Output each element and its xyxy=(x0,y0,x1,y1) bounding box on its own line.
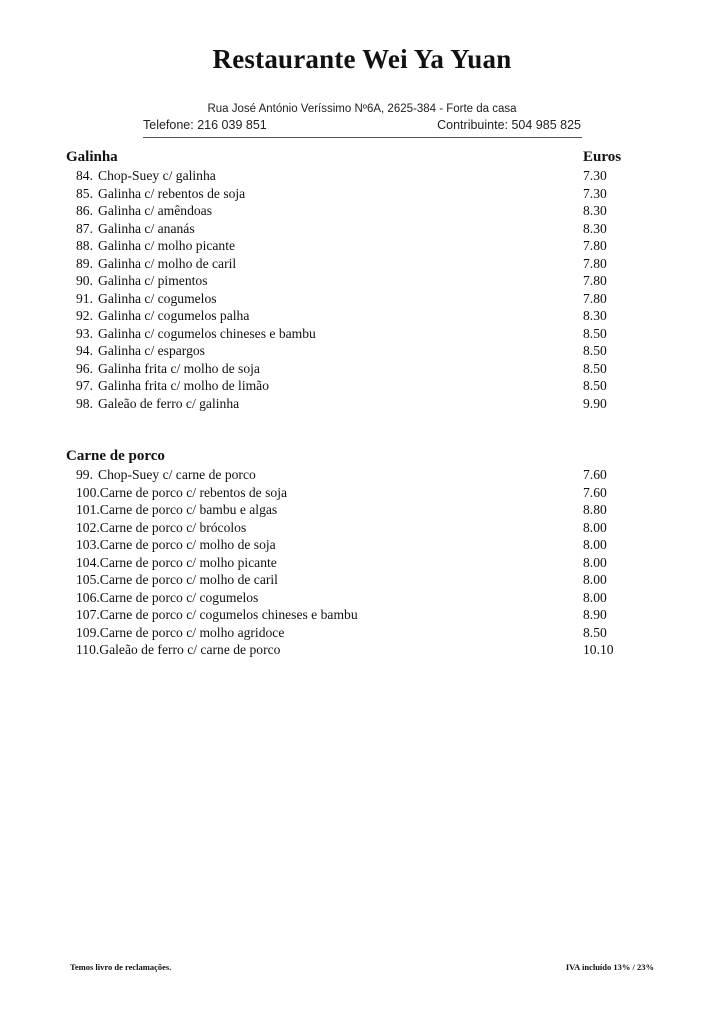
menu-item xyxy=(66,272,636,290)
item-number: 104. xyxy=(76,554,100,570)
item-number: 90. xyxy=(76,273,93,288)
item-price: 7.60 xyxy=(583,484,607,500)
item-name: Carne de porco c/ molho de soja xyxy=(99,537,276,552)
header-divider xyxy=(143,137,582,138)
item-name: Galeão de ferro c/ carne de porco xyxy=(99,642,281,657)
item-price: 7.60 xyxy=(583,467,607,482)
item-label xyxy=(76,202,212,220)
item-number: 105. xyxy=(76,572,100,587)
item-name: Galinha c/ rebentos de soja xyxy=(98,185,246,201)
item-label xyxy=(76,342,205,360)
item-label xyxy=(76,395,239,413)
item-name: Galinha c/ molho picante xyxy=(98,238,236,253)
section-title: Carne de porco xyxy=(66,448,165,464)
menu-item xyxy=(66,554,636,572)
item-name: Carne de porco c/ brócolos xyxy=(99,519,247,535)
item-price: 8.90 xyxy=(583,607,607,622)
item-number: 106. xyxy=(76,589,100,605)
section-header xyxy=(66,448,636,466)
menu-item xyxy=(66,360,636,378)
menu-item xyxy=(66,290,636,308)
item-number: 101. xyxy=(76,502,100,517)
item-label xyxy=(76,255,236,273)
item-name: Galinha c/ cogumelos chineses e bambu xyxy=(98,325,316,341)
item-label xyxy=(76,589,258,607)
item-price: 8.50 xyxy=(583,624,607,640)
item-price: 7.30 xyxy=(583,185,607,201)
item-label xyxy=(76,624,284,642)
item-name: Galinha c/ cogumelos palha xyxy=(98,308,250,323)
item-price: 8.00 xyxy=(583,572,607,587)
menu-item xyxy=(66,466,636,484)
section-title: Galinha xyxy=(66,149,118,165)
item-name: Carne de porco c/ molho agridoce xyxy=(99,624,285,640)
item-number: 102. xyxy=(76,519,100,535)
item-price: 8.30 xyxy=(583,220,607,236)
item-number: 109. xyxy=(76,624,100,640)
item-label xyxy=(76,466,256,484)
menu-item xyxy=(66,342,636,360)
item-label xyxy=(76,220,195,238)
phone: Telefone: 216 039 851 xyxy=(143,118,267,132)
item-number: 87. xyxy=(76,220,93,236)
menu-item xyxy=(66,307,636,325)
item-label xyxy=(76,272,207,290)
item-price: 8.50 xyxy=(583,360,607,376)
section-galinha xyxy=(66,149,636,412)
item-number: 88. xyxy=(76,238,93,253)
menu-item xyxy=(66,202,636,220)
item-name: Galinha frita c/ molho de soja xyxy=(98,360,260,376)
item-price: 8.80 xyxy=(583,502,607,517)
tax-id: Contribuinte: 504 985 825 xyxy=(437,118,581,132)
item-label xyxy=(76,185,245,203)
item-label xyxy=(76,571,278,589)
item-name: Carne de porco c/ molho de caril xyxy=(99,572,278,587)
item-number: 85. xyxy=(76,185,93,201)
menu-item xyxy=(66,501,636,519)
vat-note: IVA incluído 13% / 23% xyxy=(565,962,654,972)
item-name: Galeão de ferro c/ galinha xyxy=(98,395,240,411)
item-name: Galinha frita c/ molho de limão xyxy=(98,378,270,393)
item-number: 96. xyxy=(76,360,93,376)
complaints-book-note: Temos livro de reclamações. xyxy=(70,962,172,972)
item-label xyxy=(76,536,276,554)
item-label xyxy=(76,484,287,502)
item-name: Chop-Suey c/ galinha xyxy=(98,168,216,183)
item-number: 89. xyxy=(76,255,93,271)
item-price: 7.80 xyxy=(583,238,607,253)
item-name: Carne de porco c/ cogumelos xyxy=(99,589,259,605)
item-number: 94. xyxy=(76,343,93,358)
item-label xyxy=(76,519,246,537)
item-number: 110. xyxy=(76,642,100,657)
item-name: Galinha c/ amêndoas xyxy=(98,203,212,218)
item-price: 7.80 xyxy=(583,273,607,288)
item-name: Carne de porco c/ rebentos de soja xyxy=(99,484,288,500)
item-price: 8.30 xyxy=(583,203,607,218)
item-name: Carne de porco c/ molho picante xyxy=(99,554,277,570)
item-label xyxy=(76,307,249,325)
item-name: Chop-Suey c/ carne de porco xyxy=(98,467,256,482)
menu-item xyxy=(66,641,636,659)
item-price: 9.90 xyxy=(583,395,607,411)
item-number: 93. xyxy=(76,325,93,341)
item-label xyxy=(76,325,316,343)
menu-item xyxy=(66,395,636,413)
menu-item xyxy=(66,606,636,624)
item-price: 8.00 xyxy=(583,537,607,552)
item-name: Carne de porco c/ bambu e algas xyxy=(99,502,278,517)
item-price: 8.50 xyxy=(583,343,607,358)
item-number: 91. xyxy=(76,290,93,306)
item-label xyxy=(76,290,217,308)
item-number: 98. xyxy=(76,395,93,411)
item-name: Galinha c/ ananás xyxy=(98,220,195,236)
item-label xyxy=(76,501,277,519)
section-carne-de-porco xyxy=(66,448,636,659)
item-price: 8.30 xyxy=(583,308,607,323)
item-label xyxy=(76,377,269,395)
restaurant-title: Restaurante Wei Ya Yuan xyxy=(212,44,512,74)
item-label xyxy=(76,360,260,378)
item-price: 8.00 xyxy=(583,554,607,570)
item-name: Galinha c/ cogumelos xyxy=(98,290,217,306)
address: Rua José António Veríssimo Nº6A, 2625-384 - Forte da casa xyxy=(207,103,517,115)
item-label xyxy=(76,606,358,624)
menu-item xyxy=(66,185,636,203)
item-number: 92. xyxy=(76,308,93,323)
menu-item xyxy=(66,325,636,343)
item-name: Galinha c/ molho de caril xyxy=(98,255,237,271)
item-price: 8.50 xyxy=(583,378,607,393)
item-label xyxy=(76,641,280,659)
currency-label: Euros xyxy=(583,149,622,165)
item-number: 84. xyxy=(76,168,93,183)
item-number: 103. xyxy=(76,537,100,552)
item-label xyxy=(76,554,277,572)
item-price: 7.80 xyxy=(583,255,607,271)
item-name: Carne de porco c/ cogumelos chineses e bambu xyxy=(99,607,358,622)
item-price: 10.10 xyxy=(583,642,614,657)
item-price: 7.30 xyxy=(583,168,607,183)
menu-item xyxy=(66,589,636,607)
item-price: 8.50 xyxy=(583,325,607,341)
menu-item xyxy=(66,624,636,642)
item-number: 107. xyxy=(76,607,100,622)
item-name: Galinha c/ pimentos xyxy=(98,273,208,288)
item-label xyxy=(76,237,235,255)
item-price: 7.80 xyxy=(583,290,607,306)
menu-item xyxy=(66,167,636,185)
section-header xyxy=(66,149,636,167)
item-number: 97. xyxy=(76,378,93,393)
menu-item xyxy=(66,536,636,554)
item-label xyxy=(76,167,216,185)
item-number: 86. xyxy=(76,203,93,218)
item-price: 8.00 xyxy=(583,519,607,535)
menu-item xyxy=(66,220,636,238)
menu-item xyxy=(66,237,636,255)
item-price: 8.00 xyxy=(583,589,607,605)
menu-item xyxy=(66,377,636,395)
menu-item xyxy=(66,571,636,589)
item-name: Galinha c/ espargos xyxy=(98,343,205,358)
item-number: 100. xyxy=(76,484,100,500)
menu-item xyxy=(66,255,636,273)
item-number: 99. xyxy=(76,467,93,482)
menu-item xyxy=(66,484,636,502)
menu-item xyxy=(66,519,636,537)
